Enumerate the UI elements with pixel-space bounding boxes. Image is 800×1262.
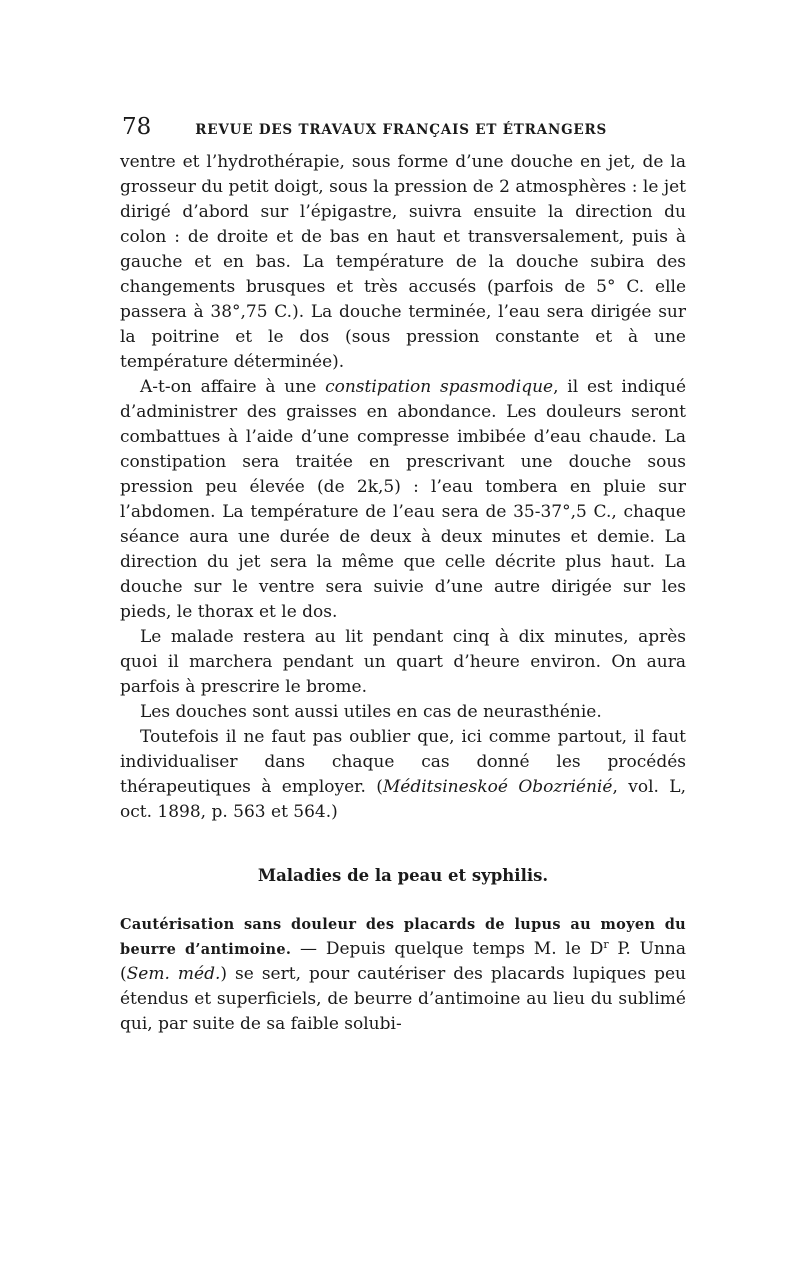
para2-post: , il est indiqué d’administrer des graisses en abondance. Les douleurs seront combattues à l’aide d’une compresse imbibée d’eau chaude. La constipation sera traitée en prescrivant une douche sous pression peu élevée (de 2k,5) : l’eau tombera en pluie sur l’abdomen. La température de l’eau sera de 35-37°,5 C., chaque séance aura une durée de deux à deux minutes et demie. La direction du jet sera la même que celle décrite plus haut. La douche sur le ventre sera suivie d’une autre dirigée sur les pieds, le thorax et le dos.: [120, 377, 687, 622]
page-header: [122, 114, 684, 144]
dr-superscript: r: [603, 938, 609, 951]
para2-pre: A-t-on affaire à une: [140, 377, 326, 397]
paragraph-rest: Le malade restera au lit pendant cinq à dix minutes, après quoi il marchera pendant un quart d’heure environ. On aura parfois à prescrire le brome.: [120, 627, 686, 697]
lupus-text-post: ) se sert, pour cautériser des placards lupiques peu étendus et superficiels, de beurre d’antimoine au lieu du sublimé qui, par suite de sa faible solubi-: [120, 964, 687, 1034]
para2-italic: constipation spasmodique: [325, 377, 554, 397]
page-number: 78: [122, 114, 152, 140]
journal-citation: Méditsineskoé Obozriénié: [382, 777, 613, 797]
sem-med-citation: Sem. méd.: [126, 964, 221, 984]
lupus-text-pre: — Depuis quelque temps M. le D: [291, 939, 604, 959]
paragraph-neurasthenia: Les douches sont aussi utiles en cas de neurasthénie.: [140, 702, 602, 722]
para5-pre: Toutefois il ne faut pas oublier que, ici comme partout, il faut individualiser dans chaque cas donné les procédés thérapeutiques à employer. (: [120, 727, 686, 797]
running-title: REVUE DES TRAVAUX FRANÇAIS ET ÉTRANGERS: [195, 122, 608, 138]
paragraph-hydrotherapy: ventre et l’hydrothérapie, sous forme d’une douche en jet, de la grosseur du petit doigt, sous la pression de 2 atmosphères : le jet dirigé d’abord sur l’épigastre, suivra ensuite la direction du colon : de droite et de bas en haut et transversalement, puis à gauche et en bas. La température de la douche subira des changements brusques et très accusés (parfois de 5° C. elle passera à 38°,75 C.). La douche terminée, l’eau sera dirigée sur la poitrine et le dos (sous pression constante et à une température déterminée).: [120, 152, 686, 372]
para5-post: , vol. L, oct. 1898, p. 563 et 564.): [120, 777, 686, 822]
paragraph-conclusion: [120, 725, 686, 825]
paragraph-constipation: [120, 375, 686, 625]
subsection-title: Cautérisation sans douleur des placards de lupus au moyen du beurre d’antimoine.: [120, 916, 686, 958]
lupus-text-mid: P. Unna (: [120, 939, 686, 984]
paragraph-lupus: [120, 912, 686, 1037]
article-body: [120, 150, 686, 1037]
section-heading: Maladies de la peau et syphilis.: [257, 866, 549, 885]
